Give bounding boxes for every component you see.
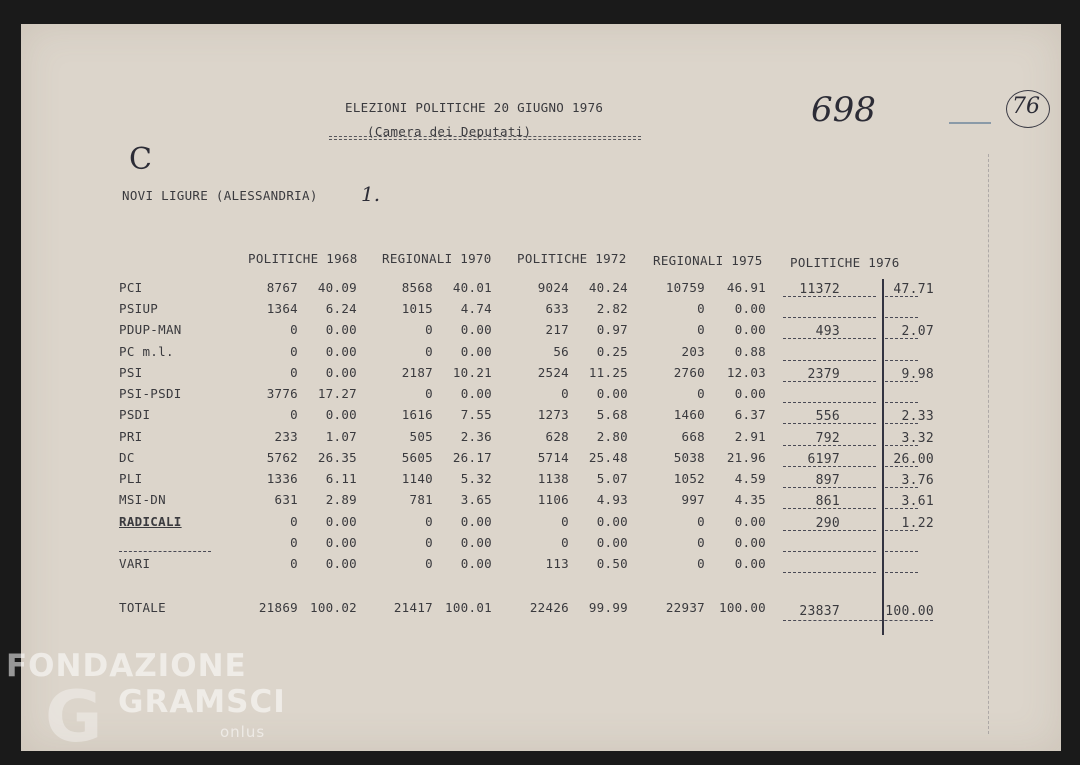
total-cell-6: 22937	[665, 600, 705, 615]
cell-pdup-man-1976-votes: 493	[815, 324, 840, 339]
cell-psi-7: 12.03	[726, 365, 766, 380]
cell-pri-0: 233	[274, 429, 298, 444]
total-cell-1: 100.02	[310, 600, 357, 615]
party-label-radicali: RADICALI	[119, 514, 182, 529]
cell-radicali-1976-votes: 290	[815, 516, 840, 531]
party-label-vari: VARI	[119, 556, 151, 571]
place-name: NOVI LIGURE (ALESSANDRIA)	[122, 188, 318, 203]
cell-pdup-man-5: 0.97	[596, 322, 628, 337]
cell-psi-psdi-1: 17.27	[317, 386, 357, 401]
cell-psiup-6: 0	[697, 301, 705, 316]
cell-pli-7: 4.59	[734, 471, 766, 486]
cell-psi-1: 0.00	[325, 365, 357, 380]
cell-blank-6: 0	[697, 535, 705, 550]
cell-pdup-man-1: 0.00	[325, 322, 357, 337]
cell-msi-dn-1: 2.89	[325, 492, 357, 507]
cell-radicali-7: 0.00	[734, 514, 766, 529]
row-1976-votes-underline	[783, 572, 876, 573]
cell-msi-dn-0: 631	[274, 492, 298, 507]
cell-vari-6: 0	[697, 556, 705, 571]
cell-psi-psdi-4: 0	[561, 386, 569, 401]
cell-msi-dn-6: 997	[681, 492, 705, 507]
row-1976-pct-underline	[885, 572, 918, 573]
cell-psi-1976-votes: 2379	[807, 367, 840, 382]
cell-pc-m-l--1: 0.00	[325, 344, 357, 359]
cell-blank-0: 0	[290, 535, 298, 550]
cell-msi-dn-5: 4.93	[596, 492, 628, 507]
cell-pri-1976-pct: 3.32	[901, 431, 934, 446]
column-header-1968: POLITICHE 1968	[248, 251, 358, 266]
cell-psdi-6: 1460	[673, 407, 705, 422]
row-1976-votes-underline	[783, 317, 876, 318]
cell-pci-6: 10759	[665, 280, 705, 295]
total-label: TOTALE	[119, 600, 166, 615]
cell-radicali-0: 0	[290, 514, 298, 529]
cell-vari-3: 0.00	[460, 556, 492, 571]
cell-pci-1976-votes: 11372	[799, 282, 840, 297]
total-cell-2: 21417	[393, 600, 433, 615]
watermark-fondazione: FONDAZIONE	[6, 648, 247, 684]
cell-psiup-1: 6.24	[325, 301, 357, 316]
cell-radicali-2: 0	[425, 514, 433, 529]
column-1976-divider	[882, 279, 884, 635]
cell-msi-dn-2: 781	[409, 492, 433, 507]
cell-psdi-4: 1273	[537, 407, 569, 422]
cell-blank-4: 0	[561, 535, 569, 550]
cell-pdup-man-1976-pct: 2.07	[901, 324, 934, 339]
handwritten-letter: C	[129, 142, 152, 177]
cell-pc-m-l--3: 0.00	[460, 344, 492, 359]
total-cell-7: 100.00	[719, 600, 766, 615]
cell-pri-3: 2.36	[460, 429, 492, 444]
party-label-psi: PSI	[119, 365, 143, 380]
row-1976-pct-underline	[885, 317, 918, 318]
cell-pri-1976-votes: 792	[815, 431, 840, 446]
cell-dc-0: 5762	[266, 450, 298, 465]
cell-msi-dn-1976-pct: 3.61	[901, 494, 934, 509]
cell-psdi-3: 7.55	[460, 407, 492, 422]
total-cell-3: 100.01	[445, 600, 492, 615]
cell-pli-6: 1052	[673, 471, 705, 486]
cell-blank-1: 0.00	[325, 535, 357, 550]
cell-pci-4: 9024	[537, 280, 569, 295]
handwritten-page-number: 1.	[361, 182, 381, 206]
document-subtitle: (Camera dei Deputati)	[367, 124, 532, 139]
cell-pc-m-l--5: 0.25	[596, 344, 628, 359]
cell-pci-1976-pct: 47.71	[893, 282, 934, 297]
cell-psiup-2: 1015	[401, 301, 433, 316]
cell-radicali-1: 0.00	[325, 514, 357, 529]
cell-radicali-4: 0	[561, 514, 569, 529]
cell-pc-m-l--2: 0	[425, 344, 433, 359]
cell-psdi-1: 0.00	[325, 407, 357, 422]
cell-vari-1: 0.00	[325, 556, 357, 571]
cell-vari-0: 0	[290, 556, 298, 571]
cell-msi-dn-4: 1106	[537, 492, 569, 507]
cell-pri-4: 628	[545, 429, 569, 444]
watermark-onlus: onlus	[220, 723, 266, 741]
cell-pci-1: 40.09	[317, 280, 357, 295]
party-label-msi-dn: MSI-DN	[119, 492, 166, 507]
cell-pc-m-l--4: 56	[553, 344, 569, 359]
cell-pc-m-l--0: 0	[290, 344, 298, 359]
handwritten-sheet-number: 76	[1012, 94, 1040, 119]
cell-psi-6: 2760	[673, 365, 705, 380]
page-fold	[988, 154, 989, 734]
cell-pc-m-l--7: 0.88	[734, 344, 766, 359]
cell-psi-3: 10.21	[452, 365, 492, 380]
column-header-1970: REGIONALI 1970	[382, 251, 492, 266]
cell-pdup-man-2: 0	[425, 322, 433, 337]
row-1976-pct-underline	[885, 360, 918, 361]
party-label-pdup-man: PDUP-MAN	[119, 322, 182, 337]
row-1976-votes-underline	[783, 551, 876, 552]
cell-dc-1: 26.35	[317, 450, 357, 465]
cell-pli-5: 5.07	[596, 471, 628, 486]
column-header-1976: POLITICHE 1976	[790, 255, 900, 270]
total-cell-5: 99.99	[588, 600, 628, 615]
cell-pri-7: 2.91	[734, 429, 766, 444]
cell-psiup-7: 0.00	[734, 301, 766, 316]
cell-pri-6: 668	[681, 429, 705, 444]
cell-psi-psdi-6: 0	[697, 386, 705, 401]
cell-psdi-7: 6.37	[734, 407, 766, 422]
cell-psi-psdi-7: 0.00	[734, 386, 766, 401]
cell-psiup-5: 2.82	[596, 301, 628, 316]
cell-psiup-4: 633	[545, 301, 569, 316]
top-right-dash	[949, 122, 991, 124]
cell-msi-dn-1976-votes: 861	[815, 494, 840, 509]
cell-psi-psdi-2: 0	[425, 386, 433, 401]
cell-pli-4: 1138	[537, 471, 569, 486]
party-label-pci: PCI	[119, 280, 143, 295]
cell-blank-3: 0.00	[460, 535, 492, 550]
cell-vari-2: 0	[425, 556, 433, 571]
document-sheet	[6, 24, 1061, 758]
cell-psdi-1976-pct: 2.33	[901, 409, 934, 424]
cell-pri-5: 2.80	[596, 429, 628, 444]
handwritten-code: 698	[811, 90, 876, 130]
cell-dc-4: 5714	[537, 450, 569, 465]
cell-radicali-3: 0.00	[460, 514, 492, 529]
cell-pli-1: 6.11	[325, 471, 357, 486]
cell-vari-7: 0.00	[734, 556, 766, 571]
cell-pci-7: 46.91	[726, 280, 766, 295]
total-1976-underline	[783, 620, 933, 621]
cell-pdup-man-3: 0.00	[460, 322, 492, 337]
cell-psdi-2: 1616	[401, 407, 433, 422]
cell-pdup-man-4: 217	[545, 322, 569, 337]
cell-pli-1976-votes: 897	[815, 473, 840, 488]
cell-dc-7: 21.96	[726, 450, 766, 465]
cell-psi-psdi-3: 0.00	[460, 386, 492, 401]
cell-dc-5: 25.48	[588, 450, 628, 465]
cell-pci-5: 40.24	[588, 280, 628, 295]
total-cell-0: 21869	[258, 600, 298, 615]
cell-psi-5: 11.25	[588, 365, 628, 380]
total-1976-pct: 100.00	[885, 604, 934, 619]
cell-radicali-5: 0.00	[596, 514, 628, 529]
cell-psdi-5: 5.68	[596, 407, 628, 422]
cell-vari-4: 113	[545, 556, 569, 571]
cell-pdup-man-0: 0	[290, 322, 298, 337]
party-label-psiup: PSIUP	[119, 301, 159, 316]
total-cell-4: 22426	[529, 600, 569, 615]
cell-psi-1976-pct: 9.98	[901, 367, 934, 382]
cell-psiup-0: 1364	[266, 301, 298, 316]
total-1976-votes: 23837	[799, 604, 840, 619]
cell-msi-dn-7: 4.35	[734, 492, 766, 507]
party-label-pli: PLI	[119, 471, 143, 486]
document-title: ELEZIONI POLITICHE 20 GIUGNO 1976	[345, 100, 604, 115]
blank-party-underline	[119, 551, 211, 552]
cell-pci-3: 40.01	[452, 280, 492, 295]
cell-psdi-1976-votes: 556	[815, 409, 840, 424]
row-1976-pct-underline	[885, 551, 918, 552]
cell-dc-2: 5605	[401, 450, 433, 465]
column-header-1975: REGIONALI 1975	[653, 253, 763, 268]
cell-pli-2: 1140	[401, 471, 433, 486]
party-label-pri: PRI	[119, 429, 143, 444]
cell-pli-3: 5.32	[460, 471, 492, 486]
cell-pci-0: 8767	[266, 280, 298, 295]
cell-dc-1976-votes: 6197	[807, 452, 840, 467]
cell-radicali-6: 0	[697, 514, 705, 529]
party-label-dc: DC	[119, 450, 135, 465]
watermark-g-logo: G	[45, 676, 104, 758]
cell-dc-3: 26.17	[452, 450, 492, 465]
column-header-1972: POLITICHE 1972	[517, 251, 627, 266]
cell-pri-1: 1.07	[325, 429, 357, 444]
cell-radicali-1976-pct: 1.22	[901, 516, 934, 531]
cell-pci-2: 8568	[401, 280, 433, 295]
party-label-psdi: PSDI	[119, 407, 151, 422]
cell-psdi-0: 0	[290, 407, 298, 422]
cell-psi-0: 0	[290, 365, 298, 380]
watermark-gramsci: GRAMSCI	[118, 684, 286, 720]
cell-psi-4: 2524	[537, 365, 569, 380]
cell-dc-6: 5038	[673, 450, 705, 465]
cell-pc-m-l--6: 203	[681, 344, 705, 359]
cell-psi-2: 2187	[401, 365, 433, 380]
cell-pdup-man-7: 0.00	[734, 322, 766, 337]
cell-blank-2: 0	[425, 535, 433, 550]
cell-pdup-man-6: 0	[697, 322, 705, 337]
cell-dc-1976-pct: 26.00	[893, 452, 934, 467]
cell-msi-dn-3: 3.65	[460, 492, 492, 507]
cell-psiup-3: 4.74	[460, 301, 492, 316]
cell-psi-psdi-5: 0.00	[596, 386, 628, 401]
row-1976-votes-underline	[783, 360, 876, 361]
party-label-psi-psdi: PSI-PSDI	[119, 386, 182, 401]
cell-pli-0: 1336	[266, 471, 298, 486]
party-label-pc-m-l-: PC m.l.	[119, 344, 174, 359]
cell-psi-psdi-0: 3776	[266, 386, 298, 401]
row-1976-pct-underline	[885, 402, 918, 403]
cell-blank-5: 0.00	[596, 535, 628, 550]
cell-blank-7: 0.00	[734, 535, 766, 550]
cell-pli-1976-pct: 3.76	[901, 473, 934, 488]
cell-pri-2: 505	[409, 429, 433, 444]
row-1976-votes-underline	[783, 402, 876, 403]
cell-vari-5: 0.50	[596, 556, 628, 571]
